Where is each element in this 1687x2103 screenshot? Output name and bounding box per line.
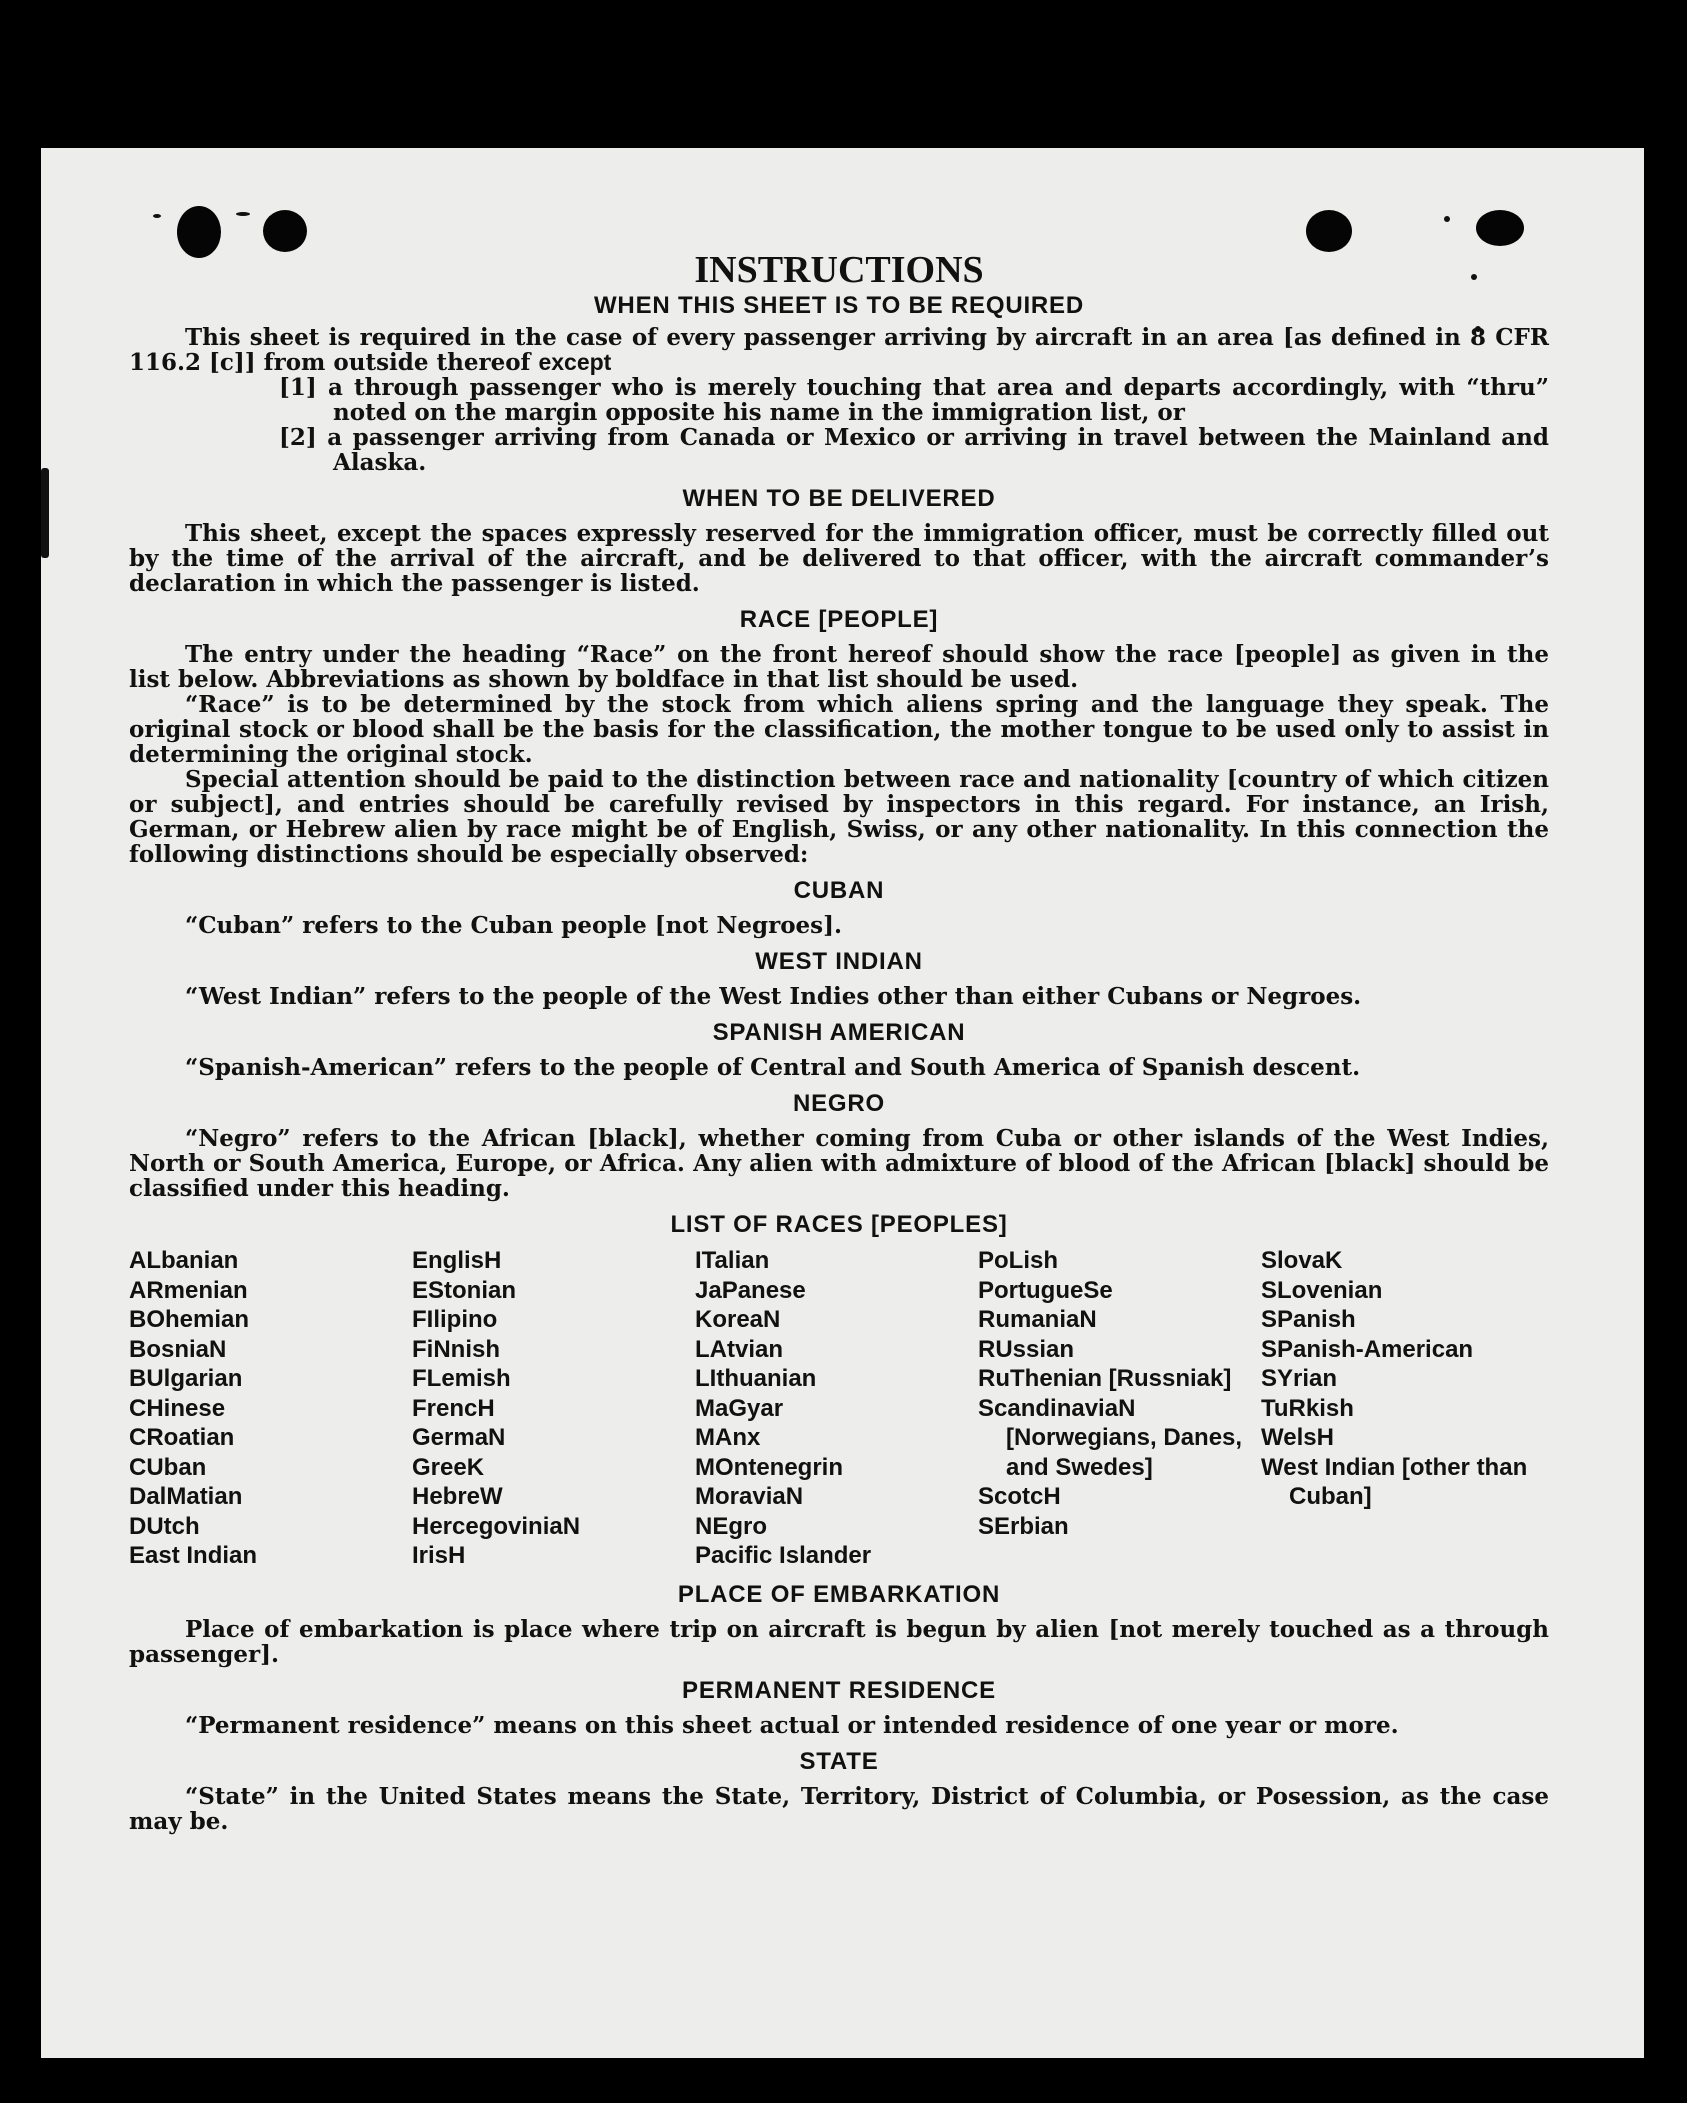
race-item: MOntenegrin [695, 1453, 843, 1481]
race-item: GermaN [412, 1424, 506, 1451]
required-intro-emphasis: except [538, 349, 612, 375]
race-item: DUtch [129, 1512, 200, 1540]
required-intro [129, 325, 1549, 375]
race-item: LIthuanian [695, 1365, 817, 1392]
races-column-4 [978, 1246, 1261, 1571]
races-column-1 [129, 1246, 412, 1571]
races-column-2 [412, 1246, 695, 1571]
required-exception-2: [2] a passenger arriving from Canada or Mexico or arriving in travel between the Mainland and Alaska. [279, 424, 1549, 476]
ink-speck [153, 214, 161, 218]
instructions-content [129, 250, 1549, 1834]
races-list [129, 1246, 1549, 1571]
race-item: JaPanese [695, 1276, 806, 1304]
section-heading-permanent-residence: PERMANENT RESIDENCE [682, 1676, 996, 1704]
race-item: HebreW [412, 1483, 503, 1510]
race-item: EnglisH [412, 1247, 502, 1274]
page-title: INSTRUCTIONS [694, 249, 984, 291]
race-item: KoreaN [695, 1306, 781, 1333]
cuban-paragraph: “Cuban” refers to the Cuban people [not Negroes]. [185, 912, 843, 939]
ink-speck [41, 468, 49, 558]
race-item: ScandinaviaN [Norwegians, Danes, and Swedes] [978, 1394, 1243, 1481]
race-item: LAtvian [695, 1335, 784, 1363]
section-heading-negro: NEGRO [792, 1090, 885, 1117]
permanent-residence-paragraph: “Permanent residence” means on this sheet actual or intended residence of one year or more. [185, 1711, 1399, 1739]
ink-speck [236, 212, 250, 216]
race-item: FiNnish [412, 1335, 500, 1363]
race-item: WelsH [1261, 1424, 1334, 1451]
race-item: RUssian [978, 1335, 1075, 1363]
race-item: FIlipino [412, 1306, 498, 1333]
race-item: West Indian [other than Cuban] [1261, 1453, 1528, 1510]
spanish-american-paragraph: “Spanish-American” refers to the people of Central and South America of Spanish descent. [185, 1054, 1361, 1081]
section-heading-delivered: WHEN TO BE DELIVERED [682, 485, 996, 512]
race-item: BOhemian [129, 1306, 250, 1333]
race-item: ITalian [695, 1247, 770, 1274]
race-item: CUban [129, 1453, 207, 1481]
races-column-3 [695, 1246, 978, 1571]
race-item: DalMatian [129, 1483, 243, 1510]
race-item: East Indian [129, 1542, 258, 1569]
race-item: MAnx [695, 1424, 761, 1451]
races-column-5 [1261, 1246, 1544, 1571]
race-item: Pacific Islander [695, 1542, 872, 1569]
required-intro-text: This sheet is required in the case of every passenger arriving by aircraft in an area [as defined in 8 CFR 116.2 [c]] from outside thereof [129, 324, 1549, 376]
section-heading-list-of-races: LIST OF RACES [PEOPLES] [670, 1211, 1008, 1238]
race-item: SPanish-American [1261, 1335, 1474, 1363]
race-item: SErbian [978, 1512, 1069, 1540]
race-item: CHinese [129, 1394, 226, 1422]
section-heading-required: WHEN THIS SHEET IS TO BE REQUIRED [593, 292, 1084, 319]
race-item: SYrian [1261, 1365, 1338, 1392]
west-indian-paragraph: “West Indian” refers to the people of the West Indies other than either Cubans or Negroes. [185, 983, 1362, 1010]
race-paragraph-2: “Race” is to be determined by the stock from which aliens spring and the language they speak. The original stock or blood shall be the basis for the classification, the mother tongue to be used only to assist in determining the original stock. [129, 691, 1549, 768]
race-item: RumaniaN [978, 1306, 1097, 1333]
race-item: PortugueSe [978, 1276, 1113, 1304]
race-item: TuRkish [1261, 1394, 1354, 1422]
race-item: ALbanian [129, 1247, 239, 1274]
race-paragraph-1: The entry under the heading “Race” on the front hereof should show the race [people] as given in the list below. Abbreviations as shown by boldface in that list should be used. [129, 641, 1549, 693]
required-exception-1: [1] a through passenger who is merely touching that area and departs accordingly, with “thru” noted on the margin opposite his name in the immigration list, or [279, 374, 1549, 426]
race-item: SlovaK [1261, 1247, 1343, 1274]
punch-hole-left-2 [263, 210, 307, 252]
delivered-paragraph: This sheet, except the spaces expressly reserved for the immigration officer, must be correctly filled out by the time of the arrival of the aircraft, and be delivered to that officer, with the aircraft commander’s declaration in which the passenger is listed. [129, 520, 1549, 597]
punch-hole-right-1 [1306, 210, 1352, 252]
race-item: ARmenian [129, 1276, 248, 1304]
section-heading-embarkation: PLACE OF EMBARKATION [677, 1580, 1001, 1608]
race-item: IrisH [412, 1542, 466, 1569]
race-item: NEgro [695, 1512, 767, 1540]
race-item: RuThenian [Russniak] [978, 1365, 1232, 1392]
punch-hole-right-2 [1476, 210, 1524, 246]
section-heading-race: RACE [PEOPLE] [739, 606, 939, 633]
ink-speck [1444, 216, 1450, 222]
race-item: MaGyar [695, 1394, 784, 1422]
section-heading-state: STATE [799, 1747, 879, 1775]
section-heading-west-indian: WEST INDIAN [755, 948, 923, 975]
race-item: BUlgarian [129, 1365, 243, 1392]
race-item: MoraviaN [695, 1483, 804, 1510]
section-heading-spanish-american: SPANISH AMERICAN [712, 1019, 966, 1046]
race-item: CRoatian [129, 1424, 235, 1451]
race-item: FLemish [412, 1365, 511, 1392]
race-item: PoLish [978, 1247, 1059, 1274]
race-item: EStonian [412, 1276, 517, 1304]
negro-paragraph: “Negro” refers to the African [black], whether coming from Cuba or other islands of the West Indies, North or South America, Europe, or Africa. Any alien with admixture of blood of the African [black] should be classified under this heading. [129, 1125, 1549, 1202]
race-item: FrencH [412, 1394, 495, 1422]
race-item: GreeK [412, 1453, 485, 1481]
document-sheet [41, 148, 1644, 2058]
race-item: HercegoviniaN [412, 1512, 581, 1540]
race-paragraph-3: Special attention should be paid to the distinction between race and nationality [country of which citizen or subject], and entries should be carefully revised by inspectors in this regard. For instance, an Irish, German, or Hebrew alien by race might be of English, Swiss, or any other nationality. In this connection the following distinctions should be especially observed: [129, 766, 1549, 868]
race-item: BosniaN [129, 1335, 227, 1363]
section-heading-cuban: CUBAN [793, 877, 885, 904]
race-item: SPanish [1261, 1306, 1356, 1333]
embarkation-paragraph: Place of embarkation is place where trip on aircraft is begun by alien [not merely touched as a through passenger]. [129, 1615, 1549, 1668]
race-item: SLovenian [1261, 1276, 1383, 1304]
state-paragraph: “State” in the United States means the State, Territory, District of Columbia, or Posession, as the case may be. [129, 1782, 1549, 1835]
race-item: ScotcH [978, 1483, 1061, 1510]
